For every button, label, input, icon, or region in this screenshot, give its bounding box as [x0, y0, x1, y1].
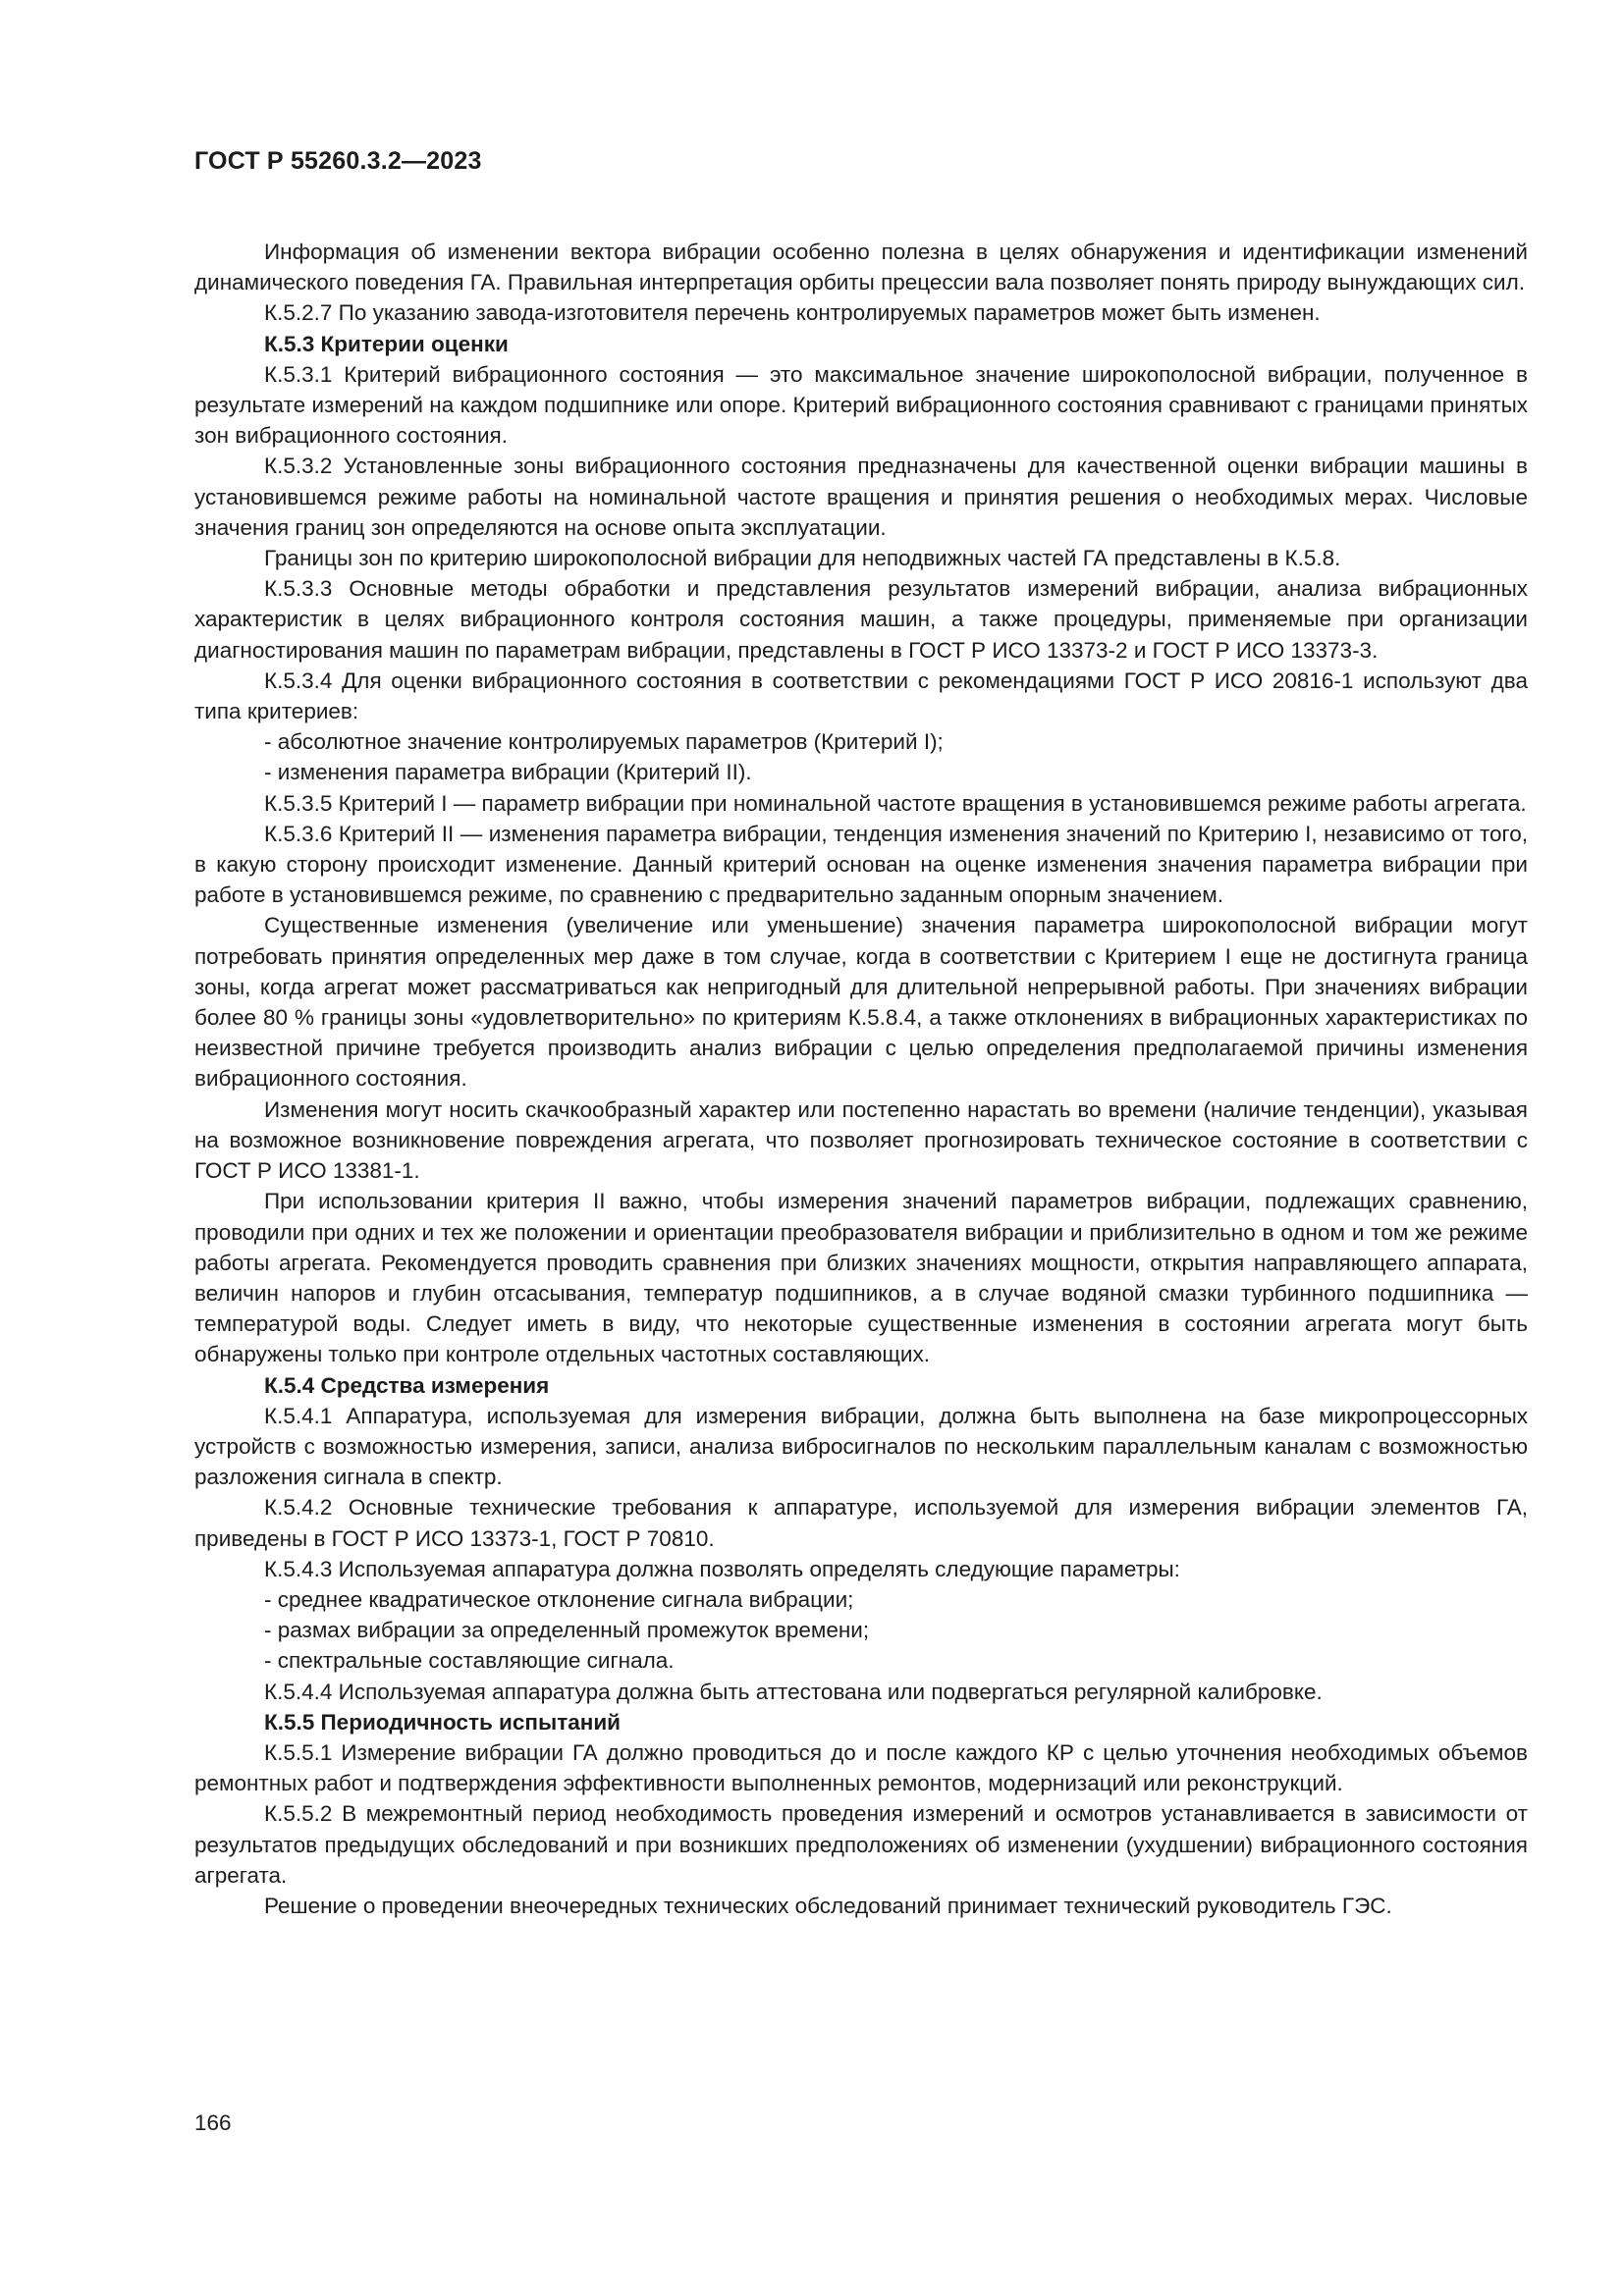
paragraph: Информация об изменении вектора вибрации особенно полезна в целях обнаружения и идентификации изменений динамического поведения ГА. Правильная интерпретация орбиты прецессии вала позволяет понять природу вынуждающих сил. — [194, 240, 1528, 295]
document-body — [194, 237, 1528, 1921]
section-heading: К.5.4 Средства измерения — [264, 1372, 550, 1398]
paragraph: К.5.3.6 Критерий II — изменения параметра вибрации, тенденция изменения значений по Критерию I, независимо от того, в какую сторону происходит изменение. Данный критерий основан на оценке изменения значения параметра вибрации при работе в установившемся режиме, по сравнению с предварительно заданным опорным значением. — [194, 821, 1528, 908]
section-heading: К.5.5 Периодичность испытаний — [264, 1709, 621, 1735]
paragraph: К.5.5.1 Измерение вибрации ГА должно проводиться до и после каждого КР с целью уточнения необходимых объемов ремонтных работ и подтверждения эффективности выполненных ремонтов, модернизаций или реконструкций. — [194, 1739, 1528, 1796]
paragraph: - абсолютное значение контролируемых параметров (Критерий I); — [264, 729, 944, 755]
paragraph: - изменения параметра вибрации (Критерий II). — [264, 760, 752, 785]
paragraph: К.5.3.5 Критерий I — параметр вибрации при номинальной частоте вращения в установившемся режиме работы агрегата. — [264, 790, 1527, 816]
paragraph: - размах вибрации за определенный промежуток времени; — [264, 1618, 870, 1643]
paragraph: К.5.3.2 Установленные зоны вибрационного состояния предназначены для качественной оценки вибрации машины в установившемся режиме работы на номинальной частоте вращения и принятия решения о необходимых мерах. Числовые значения границ зон определяются на основе опыта эксплуатации. — [194, 454, 1528, 540]
paragraph: К.5.4.2 Основные технические требования к аппаратуре, используемой для измерения вибрации элементов ГА, приведены в ГОСТ Р ИСО 13373-1, ГОСТ Р 70810. — [194, 1495, 1528, 1551]
paragraph: Изменения могут носить скачкообразный характер или постепенно нарастать во времени (наличие тенденции), указывая на возможное возникновение повреждения агрегата, что позволяет прогнозировать техническое состояние в соответствии с ГОСТ Р ИСО 13381-1. — [194, 1096, 1528, 1184]
paragraph: К.5.4.1 Аппаратура, используемая для измерения вибрации, должна быть выполнена на базе микропроцессорных устройств с возможностью измерения, записи, анализа вибросигналов по нескольким параллельным каналам с возможностью разложения сигнала в спектр. — [194, 1403, 1528, 1490]
paragraph: К.5.3.3 Основные методы обработки и представления результатов измерений вибрации, анализа вибрационных характеристик в целях вибрационного контроля состояния машин, а также процедуры, применяемые при организации диагностирования машин по параметрам вибрации, представлены в ГОСТ Р ИСО 13373-2 и ГОСТ Р ИСО 13373-3. — [194, 576, 1528, 663]
paragraph: Решение о проведении внеочередных технических обследований принимает технический руководитель ГЭС. — [264, 1893, 1392, 1918]
paragraph: К.5.2.7 По указанию завода-изготовителя перечень контролируемых параметров может быть изменен. — [264, 300, 1321, 326]
paragraph: К.5.3.1 Критерий вибрационного состояния — это максимальное значение широкополосной вибрации, полученное в результате измерений на каждом подшипнике или опоре. Критерий вибрационного состояния сравнивают с границами принятых зон вибрационного состояния. — [194, 361, 1528, 449]
paragraph: К.5.5.2 В межремонтный период необходимость проведения измерений и осмотров устанавливается в зависимости от результатов предыдущих обследований и при возникших предположениях об изменении (ухудшении) вибрационного состояния агрегата. — [194, 1801, 1528, 1888]
paragraph: - среднее квадратическое отклонение сигнала вибрации; — [264, 1586, 854, 1612]
paragraph: Существенные изменения (увеличение или уменьшение) значения параметра широкополосной вибрации могут потребовать принятия определенных мер даже в том случае, когда в соответствии с Критерием I еще не достигнута граница зоны, когда агрегат может рассматриваться как непригодный для длительной непрерывной работы. При значениях вибрации более 80 % границы зоны «удовлетворительно» по критериям К.5.8.4, а также отклонениях в вибрационных характеристиках по неизвестной причине требуется производить анализ вибрации с целью определения предполагаемой причины изменения вибрационного состояния. — [194, 913, 1528, 1092]
paragraph: К.5.4.4 Используемая аппаратура должна быть аттестована или подвергаться регулярной калибровке. — [264, 1679, 1323, 1704]
document-code-header: ГОСТ Р 55260.3.2—2023 — [194, 147, 482, 175]
section-heading: К.5.3 Критерии оценки — [264, 331, 509, 356]
paragraph: - спектральные составляющие сигнала. — [264, 1648, 675, 1674]
document-page — [194, 147, 1528, 1921]
paragraph: К.5.4.3 Используемая аппаратура должна позволять определять следующие параметры: — [264, 1556, 1180, 1581]
page-number: 166 — [194, 2110, 232, 2135]
paragraph: Границы зон по критерию широкополосной вибрации для неподвижных частей ГА представлены в К.5.8. — [264, 546, 1341, 571]
paragraph: К.5.3.4 Для оценки вибрационного состояния в соответствии с рекомендациями ГОСТ Р ИСО 20816-1 используют два типа критериев: — [194, 667, 1528, 724]
paragraph: При использовании критерия II важно, чтобы измерения значений параметров вибрации, подлежащих сравнению, проводили при одних и тех же положении и ориентации преобразователя вибрации и приблизительно в одном и том же режиме работы агрегата. Рекомендуется проводить сравнения при близких значениях мощности, открытия направляющего аппарата, величин напоров и глубин отсасывания, температур подшипников, а в случае водяной смазки турбинного подшипника — температурой воды. Следует иметь в виду, что некоторые существенные изменения в состоянии агрегата могут быть обнаружены только при контроле отдельных частотных составляющих. — [194, 1189, 1528, 1367]
